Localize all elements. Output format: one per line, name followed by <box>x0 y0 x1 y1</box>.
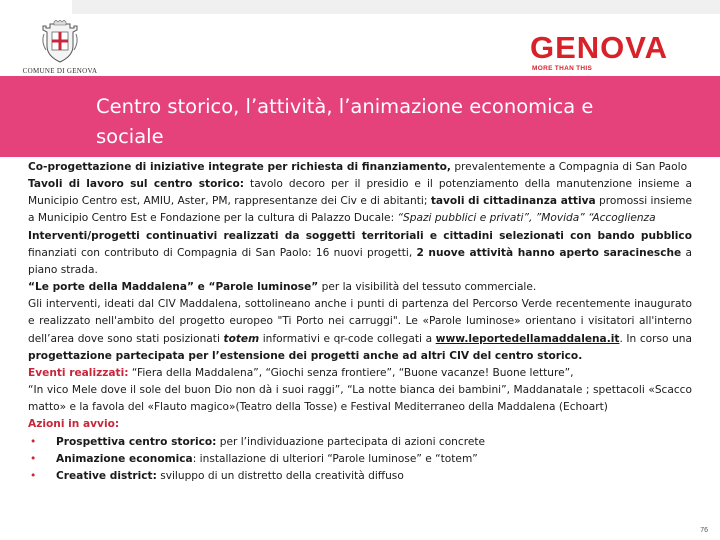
p5-text-3: . In corso una <box>619 332 693 345</box>
list-item <box>28 468 692 485</box>
comune-text: COMUNE DI GENOVA <box>22 67 98 75</box>
paragraph-eventi <box>28 365 692 382</box>
genova-crest-icon <box>40 20 80 64</box>
p5-text-1: Gli interventi, ideati dal CIV Maddalena, sottolineano anche i punti di partenza del Percorso Verde recentemente inaugurato e realizzato nell'ambito del progetto europeo "Ti Porto nei carruggi". Le «Parole luminose» orientano i visitatori all'interno dell’area dove sono stati posizionati <box>28 298 692 345</box>
genova-brand-logo <box>530 32 710 80</box>
azioni-label: Azioni in avvio: <box>28 418 120 431</box>
bullet-icon: • <box>30 452 37 465</box>
p1-bold: Co-progettazione di iniziative integrate per richiesta di finanziamento, <box>28 161 451 173</box>
p3-bold-1: Interventi/progetti continuativi realizzati da soggetti territoriali e cittadini selezionati con bando pubblico <box>28 229 692 242</box>
paragraph-tavoli <box>28 176 692 227</box>
p2-text-1: tavolo decoro per il presidio e il potenziamento della manutenzione insieme a Municipio Centro est, AMIU, Aster, PM, rappresentanze dei Civ e di abitanti; <box>28 178 692 208</box>
paragraph-interventi <box>28 228 692 279</box>
page-header <box>0 14 720 76</box>
slide-title-line-1: Centro storico, l’attività, l’animazione economica e <box>96 95 594 118</box>
bullet-icon: • <box>30 435 37 448</box>
page-number: 76 <box>700 527 708 534</box>
p2-bold-2: tavoli di cittadinanza attiva <box>430 195 596 208</box>
bullet-icon: • <box>30 469 37 482</box>
bullet-text: per l’individuazione partecipata di azioni concrete <box>216 435 486 448</box>
eventi-label: Eventi realizzati: <box>28 366 129 379</box>
maddalena-website-link[interactable]: www.leportedellamaddalena.it <box>435 332 620 345</box>
brand-tagline: MORE THAN THIS <box>532 65 593 72</box>
slide-title <box>96 92 696 152</box>
bullet-bold: Animazione economica <box>56 452 193 465</box>
paragraph-azioni <box>28 416 692 433</box>
bullet-bold: Creative district: <box>56 469 157 482</box>
list-item <box>28 434 692 451</box>
bullet-text: sviluppo di un distretto della creatività diffuso <box>156 469 404 482</box>
comune-di-genova-logo <box>16 18 104 78</box>
p2-italic: “Spazi pubblici e privati”, ”Movida” “Accoglienza <box>397 212 656 225</box>
p4-text: per la visibilità del tessuto commerciale. <box>318 281 537 294</box>
p3-text-1: finanziati con contributo di Compagnia di San Paolo: 16 nuovi progetti, <box>28 246 417 259</box>
bullet-bold: Prospettiva centro storico: <box>56 435 217 448</box>
p3-text-2: a piano strada. <box>28 246 692 276</box>
p5-text-2: informativi e qr-code collegati a <box>259 332 436 345</box>
slide-title-line-2: sociale <box>96 125 164 148</box>
p4-bold: “Le porte della Maddalena” e “Parole luminose” <box>28 281 319 294</box>
p2-bold-1: Tavoli di lavoro sul centro storico: <box>28 178 245 191</box>
p3-bold-2: 2 nuove attività hanno aperto saracinesche <box>416 246 682 259</box>
p1-text: prevalentemente a Compagnia di San Paolo <box>450 161 688 173</box>
p2-text-2: promossi insieme a Municipio Centro Est e Fondazione per la cultura di Palazzo Ducale: <box>28 195 692 225</box>
slide-body <box>28 159 692 485</box>
p7-text: “In vico Mele dove il sole del buon Dio non dà i suoi raggi”, “La notte bianca dei bambini”, Maddanatale ; spettacoli «Scacco matto» e la favola del «Flauto magico»(Teatro della Tosse) e Festival Mediterraneo della Maddalena (Echoart) <box>28 384 692 414</box>
brand-word: GENOVA <box>530 30 669 65</box>
paragraph-coprogettazione <box>28 159 692 176</box>
p6-text: “Fiera della Maddalena”, “Giochi senza frontiere”, “Buone vacanze! Buone letture”, <box>128 366 574 379</box>
p5-bold: progettazione partecipata per l’estensione dei progetti anche ad altri CIV del centro storico. <box>28 349 583 362</box>
top-strip <box>72 0 720 14</box>
paragraph-eventi-list <box>28 382 692 416</box>
bullet-text: : installazione di ulteriori “Parole luminose” e “totem” <box>192 452 478 465</box>
paragraph-porte-maddalena <box>28 279 692 296</box>
p5-bold-italic: totem <box>223 332 260 345</box>
list-item <box>28 451 692 468</box>
paragraph-interventi-civ <box>28 296 692 365</box>
